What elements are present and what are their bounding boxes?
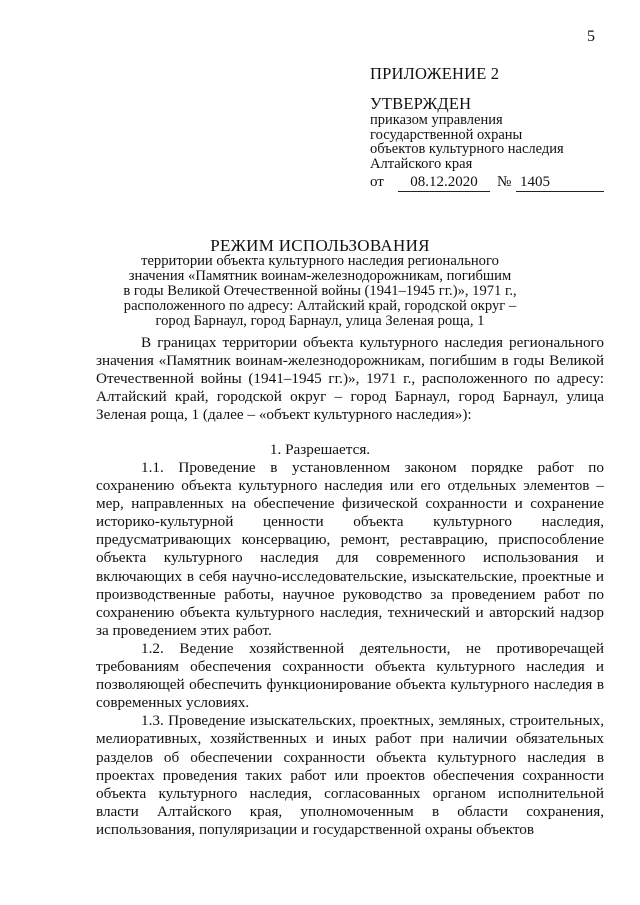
permitted-items-list bbox=[96, 459, 604, 839]
order-line: приказом управления bbox=[370, 112, 503, 128]
approval-block bbox=[370, 64, 610, 194]
number-sign: № bbox=[497, 174, 512, 190]
order-line: государственной охраны bbox=[370, 126, 523, 143]
order-date-number-row bbox=[370, 174, 610, 194]
order-date: 08.12.2020 bbox=[398, 174, 490, 192]
intro-paragraph-block bbox=[96, 334, 604, 424]
subtitle-line: в годы Великой Отечественной войны (1941–1945 гг.)», 1971 г., bbox=[123, 283, 517, 299]
order-line: объектов культурного наследия bbox=[370, 141, 564, 157]
subtitle-line: значения «Памятник воинам-железнодорожникам, погибшим bbox=[128, 268, 512, 284]
list-item: 1.1. Проведение в установленном законом порядке работ по сохранению объекта культурного наследия или его отдельных элементов – мер, направленных на обеспечение физической сохранности и сохранение историко-культурной ценности объекта культурного наследия, предусматривающих консервацию, ремонт, реставрацию, приспособление объекта культурного наследия для современного использования и включающих в себя научно-исследовательские, изыскательские, проектные и производственные работы, научное руководство за проведением работ по сохранению объекта культурного наследия, технический и авторский надзор за проведением этих работ. bbox=[96, 459, 604, 639]
order-line: Алтайского края bbox=[370, 155, 473, 172]
document-title: РЕЖИМ ИСПОЛЬЗОВАНИЯ bbox=[210, 236, 430, 255]
page-number: 5 bbox=[587, 28, 595, 45]
appendix-label: ПРИЛОЖЕНИЕ 2 bbox=[370, 64, 500, 83]
subtitle-line: город Барнаул, город Барнаул, улица Зеленая роща, 1 bbox=[155, 313, 485, 329]
list-item: 1.3. Проведение изыскательских, проектных, земляных, строительных, мелиоративных, хозяйственных и иных работ при наличии обязательных разделов об обеспечении сохранности объекта культурного наследия в проектах проведения таких работ или проектов обеспечения сохранности объекта культурного наследия, согласованных органом исполнительной власти Алтайского края, уполномоченным в области сохранения, использования, популяризации и государственной охраны объектов bbox=[96, 712, 604, 838]
list-item: 1.2. Ведение хозяйственной деятельности, не противоречащей требованиям обеспечения сохранности объекта культурного наследия и позволяющей обеспечить функционирование объекта культурного наследия в современных условиях. bbox=[96, 639, 604, 712]
intro-paragraph: В границах территории объекта культурного наследия регионального значения «Памятник воинам-железнодорожникам, погибшим в годы Великой Отечественной войны (1941–1945 гг.)», 1971 г., расположенного по адресу: Алтайский край, городской округ – город Барнаул, город Барнаул, улица Зеленая роща, 1 (далее – «объект культурного наследия»): bbox=[96, 334, 604, 424]
section-heading: 1. Разрешается. bbox=[269, 441, 371, 458]
order-description bbox=[370, 113, 610, 171]
order-number: 1405 bbox=[516, 174, 604, 192]
subtitle-line: расположенного по адресу: Алтайский край, городской округ – bbox=[123, 298, 517, 314]
from-label: от bbox=[370, 174, 384, 190]
document-subtitle bbox=[0, 254, 640, 329]
subtitle-line: территории объекта культурного наследия регионального bbox=[141, 253, 499, 269]
approved-label: УТВЕРЖДЕН bbox=[370, 94, 472, 113]
